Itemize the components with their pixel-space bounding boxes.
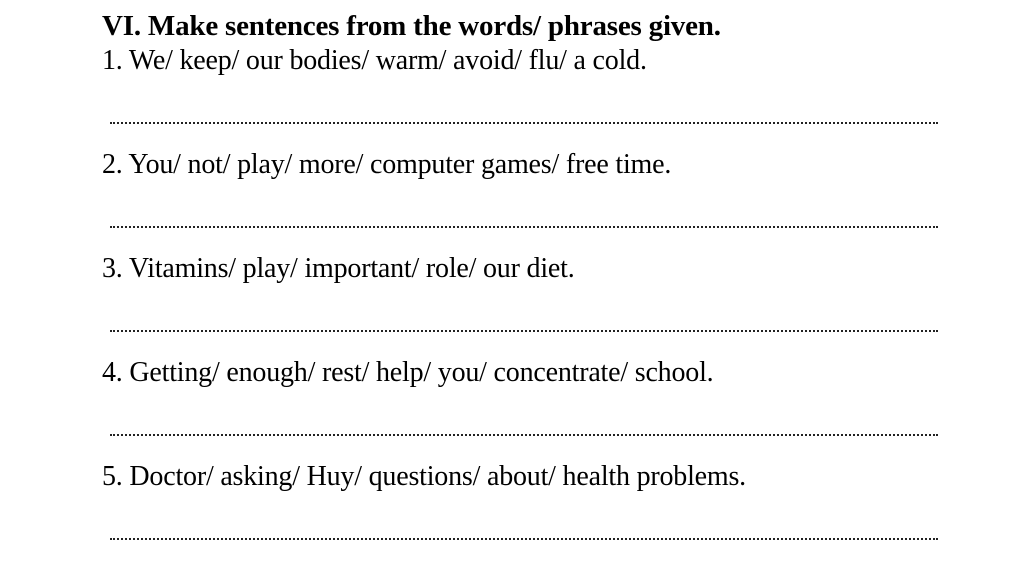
answer-line-3[interactable] bbox=[110, 330, 938, 332]
prompt-sentence-2: 2. You/ not/ play/ more/ computer games/ free time. bbox=[102, 149, 672, 180]
exercise-item-5 bbox=[102, 460, 942, 494]
exercise-item-4 bbox=[102, 356, 942, 390]
exercise-item-1 bbox=[102, 44, 942, 78]
answer-line-1[interactable] bbox=[110, 122, 938, 124]
prompt-sentence-4: 4. Getting/ enough/ rest/ help/ you/ concentrate/ school. bbox=[102, 357, 714, 388]
answer-line-5[interactable] bbox=[110, 538, 938, 540]
exercise-item-3 bbox=[102, 252, 942, 286]
exercise-item-2 bbox=[102, 148, 942, 182]
answer-line-2[interactable] bbox=[110, 226, 938, 228]
exercise-title: VI. Make sentences from the words/ phrases given. bbox=[102, 10, 721, 42]
prompt-sentence-5: 5. Doctor/ asking/ Huy/ questions/ about/ health problems. bbox=[102, 461, 746, 492]
prompt-sentence-1: 1. We/ keep/ our bodies/ warm/ avoid/ flu/ a cold. bbox=[102, 45, 647, 76]
answer-line-4[interactable] bbox=[110, 434, 938, 436]
prompt-sentence-3: 3. Vitamins/ play/ important/ role/ our diet. bbox=[102, 253, 575, 284]
